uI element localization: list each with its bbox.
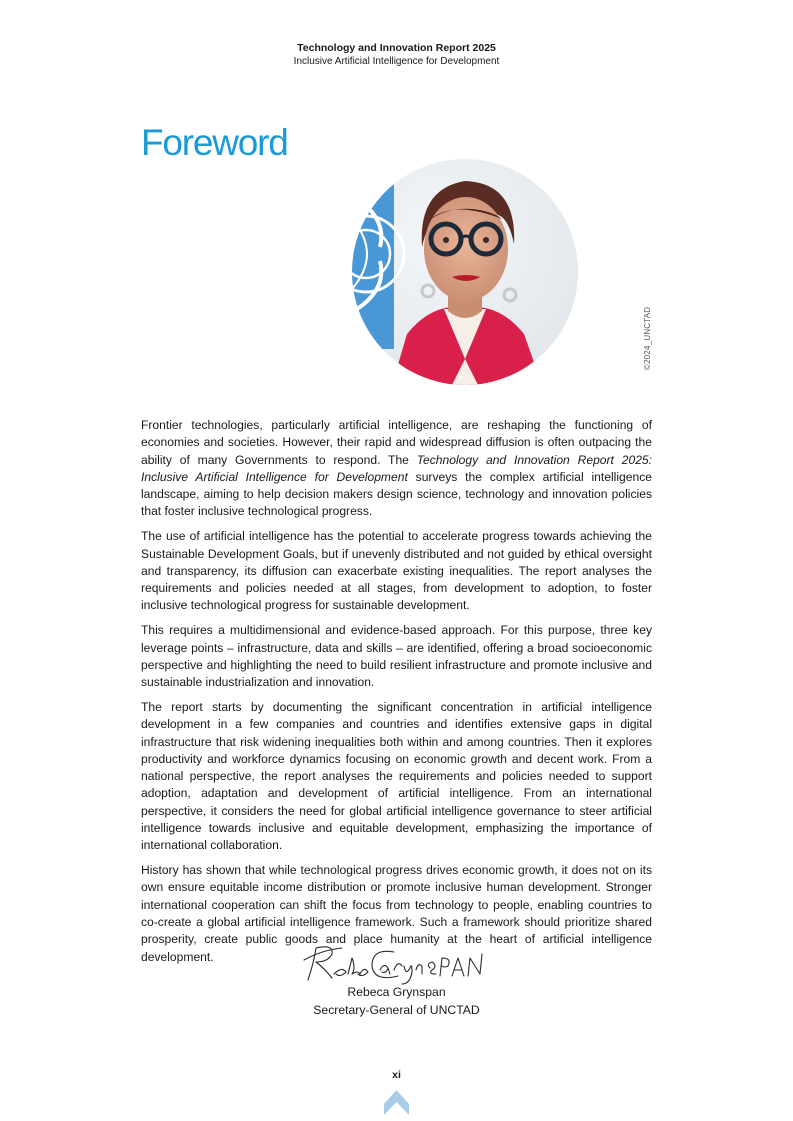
paragraph: History has shown that while technological progress drives economic growth, it does not on its own ensure equitable income distribution or promote inclusive human development. Stronger international cooperation can shift the focus from technology to people, enabling countries to co-create a global artificial intelligence framework. Such a framework should prioritize shared prosperity, create public goods and place humanity at the heart of artificial intelligence development. bbox=[141, 863, 652, 964]
portrait-illustration bbox=[352, 159, 578, 385]
report-title-italic: Technology and Innovation Report 2025: Inclusive Artificial Intelligence for Development bbox=[141, 452, 653, 484]
foreword-body bbox=[141, 417, 652, 973]
chevron-up-icon[interactable] bbox=[383, 1088, 410, 1116]
report-title: Technology and Innovation Report 2025 bbox=[297, 42, 496, 54]
paragraph-text: surveys the complex artificial intelligence landscape, aiming to help decision makers design science, technology and innovation policies that foster inclusive technological progress. bbox=[141, 469, 652, 519]
signer-name: Rebeca Grynspan bbox=[347, 985, 446, 999]
paragraph bbox=[141, 417, 652, 521]
paragraph: This requires a multidimensional and evidence-based approach. For this purpose, three key leverage points – infrastructure, data and skills – are identified, offering a broad socioeconomic perspective and highlighting the need to build resilient infrastructure and promote inclusive and sustainable industrialization and innovation. bbox=[141, 623, 652, 690]
signer-title: Secretary-General of UNCTAD bbox=[313, 1003, 480, 1017]
signature-block bbox=[0, 940, 793, 1019]
running-header bbox=[0, 42, 793, 68]
page-title: Foreword bbox=[141, 122, 288, 163]
photo-credit: ©2024_UNCTAD bbox=[643, 306, 652, 370]
report-subtitle: Inclusive Artificial Intelligence for Development bbox=[293, 56, 500, 67]
paragraph: The report starts by documenting the significant concentration in artificial intelligence development in a few companies and countries and identifies extensive gaps in digital infrastructure that risk widening inequalities both within and among countries. Then it explores productivity and workforce dynamics focusing on economic growth and decent work. From a national perspective, the report analyses the requirements and policies needed to support adoption, adaptation and development of artificial intelligence. From an international perspective, it considers the need for global artificial intelligence governance to steer artificial intelligence towards inclusive and equitable development, emphasizing the importance of international collaboration. bbox=[141, 699, 652, 853]
paragraph-text: Frontier technologies, particularly artificial intelligence, are reshaping the functioning of economies and societies. However, their rapid and widespread diffusion is often outpacing the ability of many Governments to respond. The bbox=[141, 418, 652, 467]
page-number: xi bbox=[392, 1069, 401, 1081]
handwritten-signature bbox=[302, 940, 492, 986]
portrait-photo bbox=[352, 159, 578, 385]
paragraph: The use of artificial intelligence has the potential to accelerate progress towards achieving the Sustainable Development Goals, but if unevenly distributed and not guided by ethical oversight and transparency, its diffusion can exacerbate existing inequalities. The report analyses the requirements and policies needed at all stages, from development to adoption, to foster inclusive technological progress for sustainable development. bbox=[141, 529, 652, 613]
